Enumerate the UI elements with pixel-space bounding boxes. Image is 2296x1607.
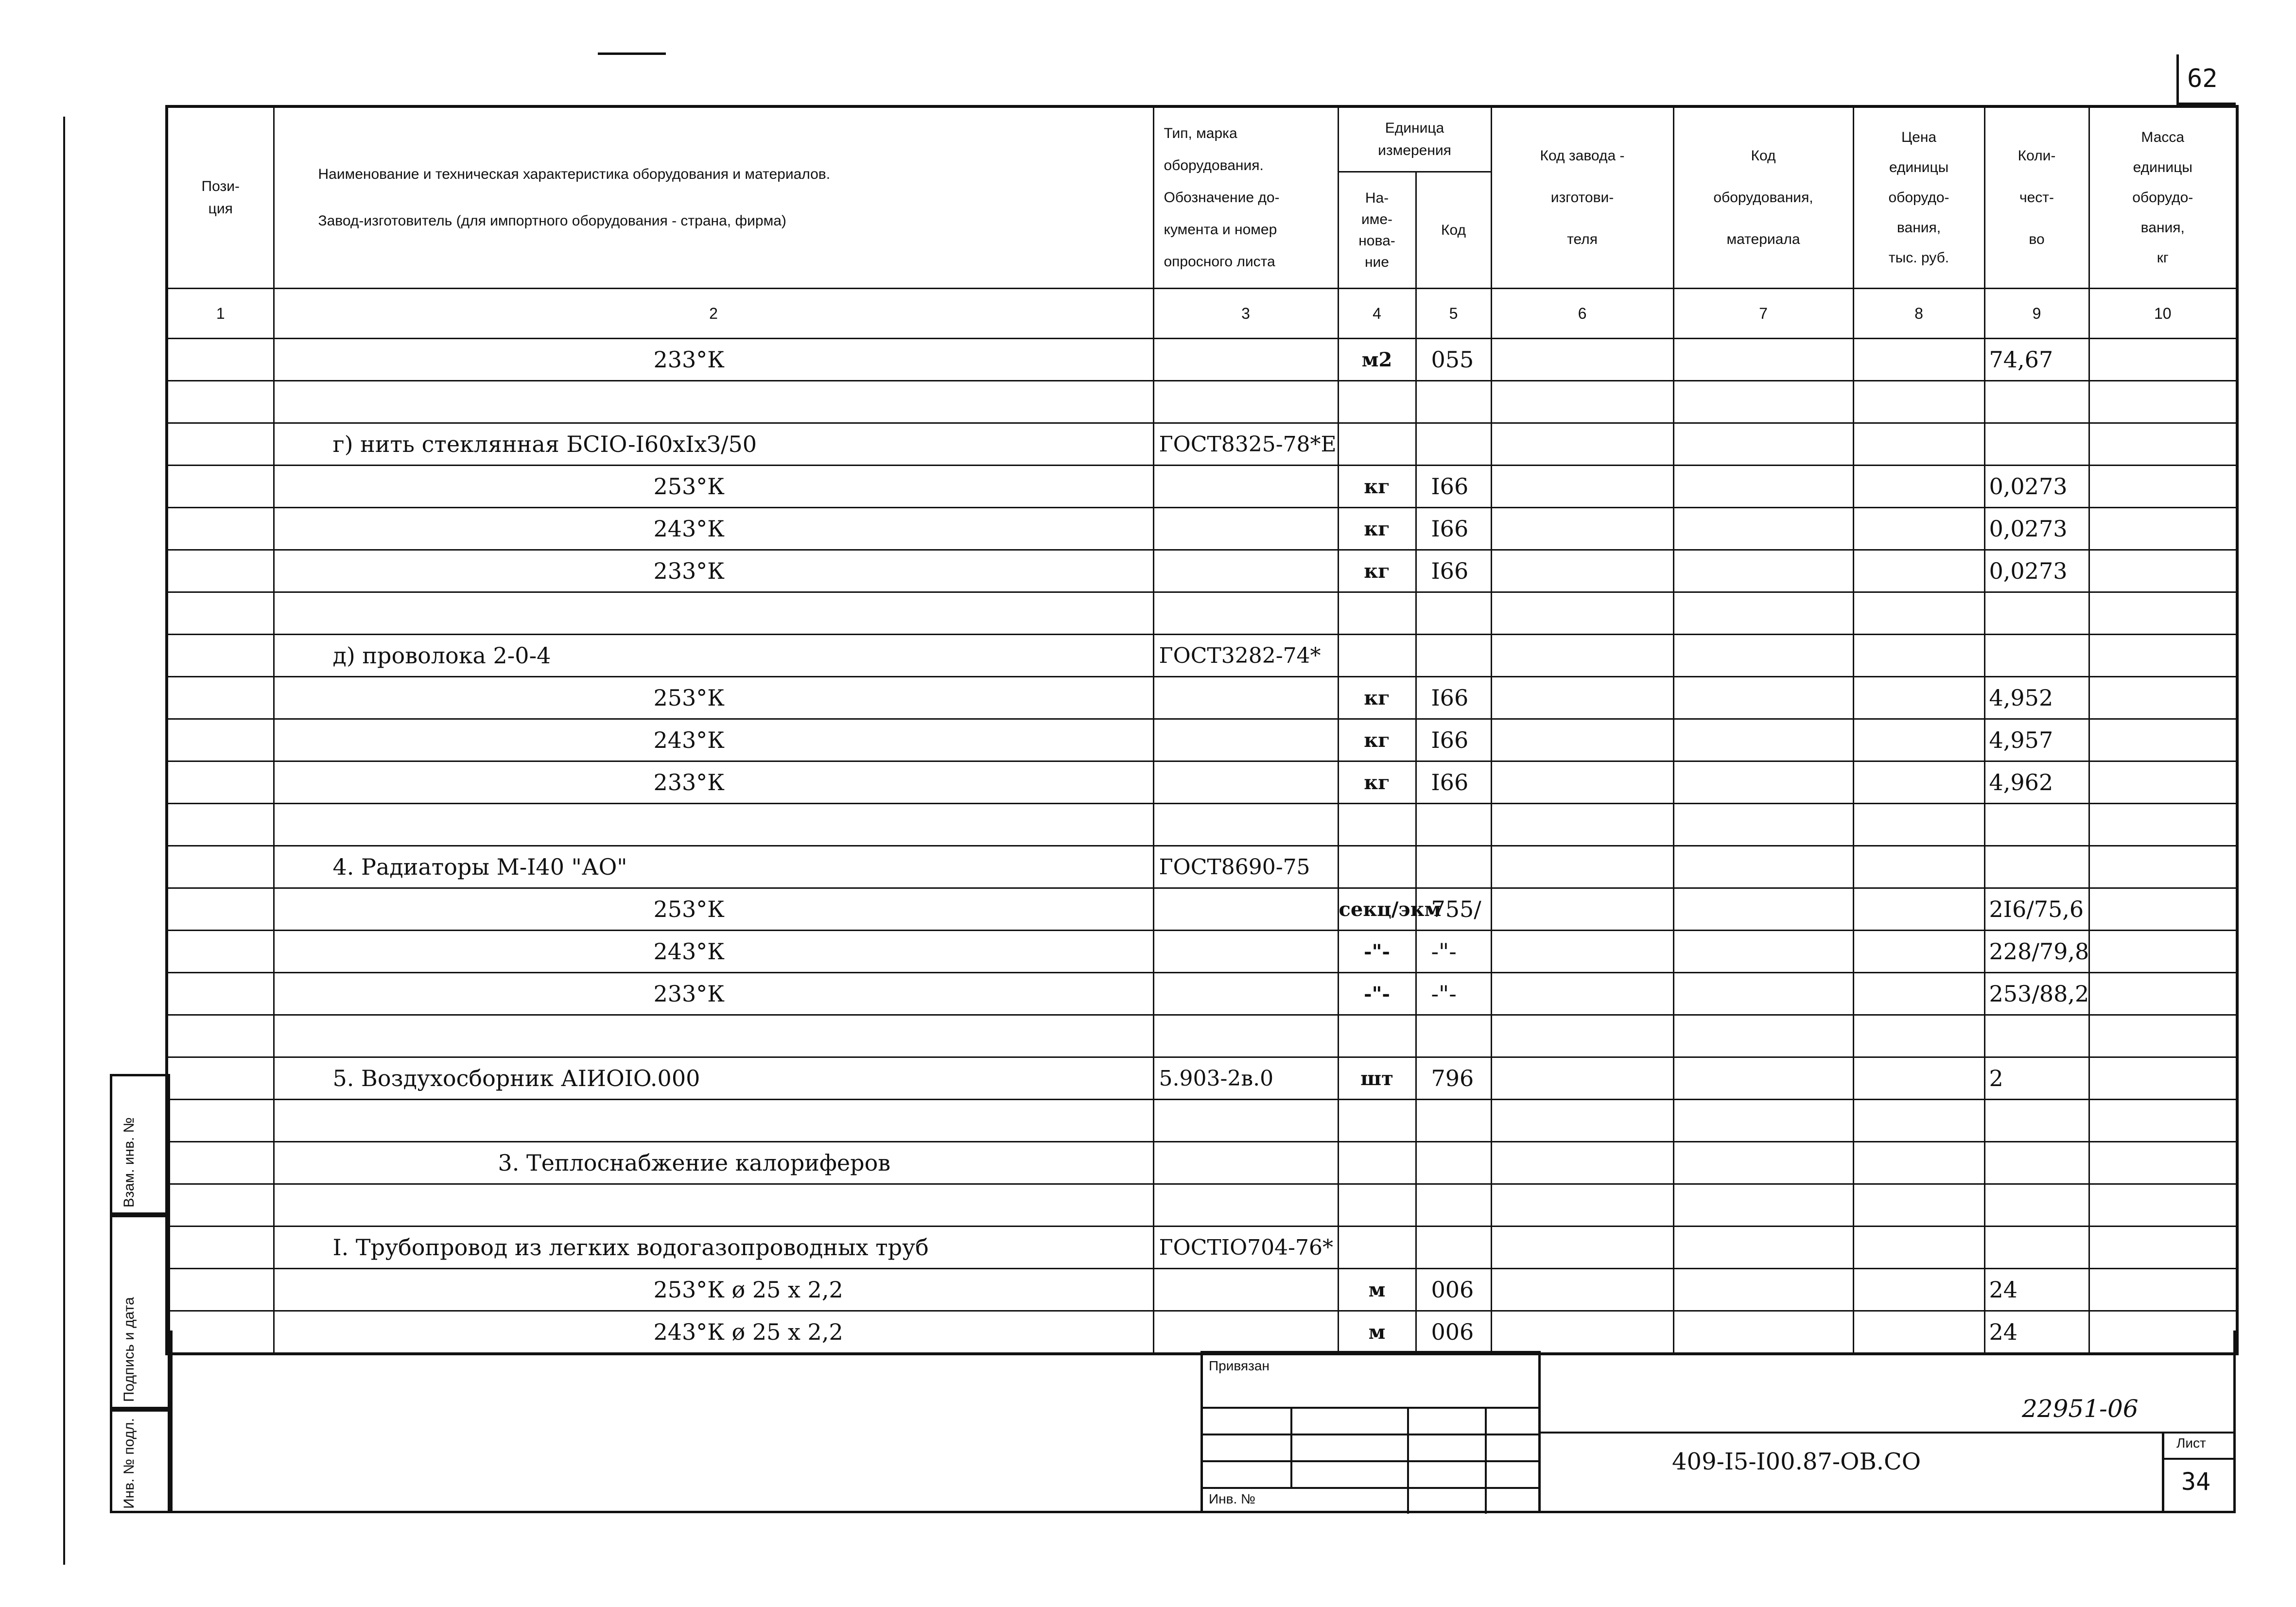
cell-empty [1491, 761, 1673, 804]
cell-qty: 0,0273 [1984, 508, 2089, 550]
cell-name [274, 1100, 1153, 1142]
cell-empty [2089, 1057, 2237, 1100]
cell-doc [1153, 1015, 1338, 1057]
cell-empty [1491, 1184, 1673, 1227]
cell-code [1416, 1184, 1491, 1227]
cell-doc: ГОСТ8690-75 [1153, 846, 1338, 888]
cell-code: I66 [1416, 466, 1491, 508]
cell-empty [167, 1100, 274, 1142]
cell-name: 253°К ø 25 х 2,2 [274, 1269, 1153, 1311]
cell-qty: 228/79,8 [1984, 931, 2089, 973]
header-row [167, 106, 2237, 172]
column-number-4: 4 [1338, 289, 1416, 339]
cell-unit: кг [1338, 761, 1416, 804]
cell-empty [2089, 508, 2237, 550]
cell-qty: 4,962 [1984, 761, 2089, 804]
cell-name: д) проволока 2-0-4 [274, 635, 1153, 677]
sheet-number: 34 [2181, 1468, 2211, 1496]
cell-qty [1984, 381, 2089, 423]
sheet-label: Лист [2176, 1435, 2206, 1451]
cell-empty [1673, 635, 1853, 677]
cell-empty [1673, 339, 1853, 381]
handwritten-number: 22951-06 [2022, 1395, 2139, 1423]
column-number-3: 3 [1153, 289, 1338, 339]
cell-empty [1853, 339, 1984, 381]
cell-unit: -"- [1338, 973, 1416, 1015]
cell-empty [1853, 550, 1984, 592]
column-number-10: 10 [2089, 289, 2237, 339]
cell-code: I66 [1416, 761, 1491, 804]
cell-qty [1984, 635, 2089, 677]
cell-doc [1153, 1184, 1338, 1227]
cell-code: I66 [1416, 550, 1491, 592]
cell-empty [1673, 508, 1853, 550]
cell-code: 796 [1416, 1057, 1491, 1100]
cell-qty: 4,957 [1984, 719, 2089, 761]
cell-empty [167, 635, 274, 677]
side-label-inv-original: Инв. № подл. [110, 1409, 170, 1513]
table-row [167, 1142, 2237, 1184]
table-row [167, 931, 2237, 973]
cell-doc [1153, 550, 1338, 592]
cell-code: 055 [1416, 339, 1491, 381]
column-number-2: 2 [274, 289, 1153, 339]
cell-doc [1153, 677, 1338, 719]
cell-empty [2089, 1015, 2237, 1057]
specification-table [165, 105, 2239, 1355]
cell-empty [167, 423, 274, 466]
cell-empty [1853, 973, 1984, 1015]
scan-mark [598, 52, 666, 55]
cell-empty [2089, 339, 2237, 381]
side-label-replace-inv: Взам. инв. № [110, 1074, 170, 1215]
cell-name: 253°К [274, 677, 1153, 719]
cell-empty [2089, 761, 2237, 804]
table-row [167, 592, 2237, 635]
cell-empty [1491, 1015, 1673, 1057]
cell-name: 243°К ø 25 х 2,2 [274, 1311, 1153, 1354]
table-row [167, 1057, 2237, 1100]
cell-name: 253°К [274, 888, 1153, 931]
cell-empty [167, 888, 274, 931]
table-row [167, 804, 2237, 846]
table-row [167, 1184, 2237, 1227]
table-row [167, 677, 2237, 719]
cell-qty: 0,0273 [1984, 550, 2089, 592]
inv-number-label: Инв. № [1209, 1491, 1256, 1506]
attached-stamp [1200, 1351, 1541, 1513]
column-number-5: 5 [1416, 289, 1491, 339]
table-row [167, 846, 2237, 888]
cell-empty [1491, 973, 1673, 1015]
cell-empty [1491, 423, 1673, 466]
header-factory-code: Код завода - изготови- теля [1491, 106, 1673, 289]
table-row [167, 550, 2237, 592]
header-unit-name: На- име- нова- ние [1338, 172, 1416, 289]
cell-qty [1984, 846, 2089, 888]
cell-qty [1984, 1184, 2089, 1227]
table-row [167, 339, 2237, 381]
cell-code [1416, 635, 1491, 677]
cell-unit: кг [1338, 466, 1416, 508]
cell-empty [1491, 888, 1673, 931]
cell-unit [1338, 1100, 1416, 1142]
cell-name: I. Трубопровод из легких водогазопроводных труб [274, 1227, 1153, 1269]
cell-empty [2089, 550, 2237, 592]
cell-empty [2089, 804, 2237, 846]
cell-code: 006 [1416, 1311, 1491, 1354]
page-number: 62 [2187, 64, 2218, 93]
cell-code: I66 [1416, 508, 1491, 550]
cell-empty [2089, 677, 2237, 719]
cell-qty [1984, 1227, 2089, 1269]
side-label-signature: Подпись и дата [110, 1215, 170, 1409]
cell-name: 4. Радиаторы М-I40 "АО" [274, 846, 1153, 888]
attached-label: Привязан [1209, 1358, 1270, 1373]
cell-name: 5. Воздухосборник АIИOIO.000 [274, 1057, 1153, 1100]
cell-empty [1491, 1269, 1673, 1311]
cell-code [1416, 804, 1491, 846]
cell-empty [1491, 931, 1673, 973]
cell-name: 243°К [274, 508, 1153, 550]
table-row [167, 1269, 2237, 1311]
cell-name: 233°К [274, 761, 1153, 804]
cell-empty [1853, 466, 1984, 508]
cell-empty [1853, 508, 1984, 550]
cell-empty [1491, 719, 1673, 761]
cell-empty [2089, 635, 2237, 677]
cell-doc [1153, 1100, 1338, 1142]
cell-empty [1853, 804, 1984, 846]
cell-code [1416, 423, 1491, 466]
cell-qty [1984, 1100, 2089, 1142]
left-margin-line [63, 117, 65, 1565]
cell-unit [1338, 804, 1416, 846]
column-number-7: 7 [1673, 289, 1853, 339]
cell-empty [167, 466, 274, 508]
cell-empty [2089, 381, 2237, 423]
cell-empty [2089, 973, 2237, 1015]
cell-empty [1853, 381, 1984, 423]
cell-unit [1338, 1227, 1416, 1269]
cell-empty [167, 508, 274, 550]
cell-doc [1153, 973, 1338, 1015]
cell-unit: кг [1338, 508, 1416, 550]
cell-empty [2089, 719, 2237, 761]
table-row [167, 635, 2237, 677]
cell-empty [1673, 719, 1853, 761]
cell-code [1416, 1227, 1491, 1269]
cell-empty [1673, 1269, 1853, 1311]
cell-unit: шт [1338, 1057, 1416, 1100]
cell-empty [1673, 1227, 1853, 1269]
cell-empty [2089, 1142, 2237, 1184]
table-row [167, 1015, 2237, 1057]
cell-unit: -"- [1338, 931, 1416, 973]
table-row [167, 888, 2237, 931]
cell-name: 3. Теплоснабжение калориферов [274, 1142, 1153, 1184]
cell-empty [1673, 423, 1853, 466]
cell-empty [1491, 339, 1673, 381]
cell-empty [1673, 1184, 1853, 1227]
header-mass: Масса единицы оборудо- вания, кг [2089, 106, 2237, 289]
header-unit-code: Код [1416, 172, 1491, 289]
column-number-1: 1 [167, 289, 274, 339]
cell-empty [1673, 804, 1853, 846]
cell-qty: 2 [1984, 1057, 2089, 1100]
cell-empty [167, 931, 274, 973]
cell-doc [1153, 888, 1338, 931]
cell-empty [1491, 550, 1673, 592]
cell-empty [2089, 1269, 2237, 1311]
cell-qty: 24 [1984, 1311, 2089, 1354]
header-quantity: Коли- чест- во [1984, 106, 2089, 289]
column-number-9: 9 [1984, 289, 2089, 339]
cell-name [274, 381, 1153, 423]
cell-doc [1153, 339, 1338, 381]
cell-doc [1153, 719, 1338, 761]
cell-qty: 2I6/75,6 [1984, 888, 2089, 931]
cell-empty [167, 592, 274, 635]
cell-empty [2089, 423, 2237, 466]
cell-qty: 74,67 [1984, 339, 2089, 381]
cell-doc [1153, 466, 1338, 508]
cell-unit: м2 [1338, 339, 1416, 381]
cell-name: 253°К [274, 466, 1153, 508]
cell-code: 006 [1416, 1269, 1491, 1311]
cell-unit [1338, 1142, 1416, 1184]
cell-empty [167, 761, 274, 804]
cell-name: 243°К [274, 719, 1153, 761]
cell-empty [1673, 761, 1853, 804]
cell-empty [167, 339, 274, 381]
cell-empty [1491, 677, 1673, 719]
cell-unit: секц/экм [1338, 888, 1416, 931]
cell-code [1416, 1015, 1491, 1057]
cell-empty [1853, 888, 1984, 931]
table-row [167, 423, 2237, 466]
table-row [167, 1100, 2237, 1142]
cell-empty [2089, 888, 2237, 931]
cell-empty [167, 804, 274, 846]
cell-empty [2089, 931, 2237, 973]
cell-name [274, 1184, 1153, 1227]
cell-empty [1491, 466, 1673, 508]
cell-unit: кг [1338, 677, 1416, 719]
cell-name: 233°К [274, 339, 1153, 381]
header-unit: Единица измерения [1338, 106, 1491, 172]
cell-doc [1153, 1269, 1338, 1311]
cell-empty [1853, 423, 1984, 466]
cell-unit [1338, 635, 1416, 677]
cell-empty [167, 381, 274, 423]
cell-code [1416, 592, 1491, 635]
cell-empty [2089, 466, 2237, 508]
cell-empty [1853, 1184, 1984, 1227]
cell-empty [1673, 381, 1853, 423]
cell-unit: кг [1338, 550, 1416, 592]
cell-empty [1853, 761, 1984, 804]
cell-empty [1491, 1227, 1673, 1269]
table-row [167, 973, 2237, 1015]
cell-empty [1673, 1015, 1853, 1057]
cell-empty [167, 846, 274, 888]
cell-doc [1153, 592, 1338, 635]
cell-qty [1984, 423, 2089, 466]
cell-empty [1673, 1100, 1853, 1142]
header-position: Пози- ция [167, 106, 274, 289]
cell-empty [167, 1184, 274, 1227]
header-name: Наименование и техническая характеристика оборудования и материалов. Завод-изготовитель (для импортного оборудования - страна, фирма) [274, 106, 1153, 289]
cell-qty: 24 [1984, 1269, 2089, 1311]
header-price: Цена единицы оборудо- вания, тыс. руб. [1853, 106, 1984, 289]
cell-empty [1853, 1015, 1984, 1057]
cell-empty [1491, 508, 1673, 550]
table-row [167, 761, 2237, 804]
cell-empty [167, 973, 274, 1015]
cell-empty [1853, 1057, 1984, 1100]
cell-empty [1853, 1100, 1984, 1142]
cell-empty [1673, 931, 1853, 973]
column-number-6: 6 [1491, 289, 1673, 339]
table-row [167, 719, 2237, 761]
cell-empty [1491, 846, 1673, 888]
cell-unit: кг [1338, 719, 1416, 761]
cell-empty [2089, 592, 2237, 635]
cell-code [1416, 1142, 1491, 1184]
document-code: 409-I5-I00.87-ОВ.СО [1672, 1448, 1921, 1475]
cell-qty [1984, 804, 2089, 846]
cell-empty [1673, 466, 1853, 508]
cell-code: 755/ [1416, 888, 1491, 931]
header-type: Тип, марка оборудования. Обозначение до- кумента и номер опросного листа [1153, 106, 1338, 289]
cell-name: г) нить стеклянная БСIO-I60хIхЗ/50 [274, 423, 1153, 466]
cell-unit: м [1338, 1311, 1416, 1354]
cell-code [1416, 1100, 1491, 1142]
cell-empty [1673, 1057, 1853, 1100]
cell-empty [167, 1227, 274, 1269]
cell-doc [1153, 931, 1338, 973]
cell-name: 243°К [274, 931, 1153, 973]
cell-code [1416, 846, 1491, 888]
cell-name: 233°К [274, 550, 1153, 592]
cell-code: -"- [1416, 973, 1491, 1015]
cell-name [274, 804, 1153, 846]
cell-empty [1853, 719, 1984, 761]
table-row [167, 1227, 2237, 1269]
cell-qty: 253/88,2 [1984, 973, 2089, 1015]
cell-empty [167, 550, 274, 592]
column-number-8: 8 [1853, 289, 1984, 339]
cell-doc [1153, 804, 1338, 846]
cell-doc [1153, 761, 1338, 804]
cell-empty [167, 1057, 274, 1100]
cell-unit: м [1338, 1269, 1416, 1311]
cell-name: 233°К [274, 973, 1153, 1015]
table-row [167, 381, 2237, 423]
cell-unit [1338, 1015, 1416, 1057]
cell-empty [2089, 1227, 2237, 1269]
cell-empty [1491, 592, 1673, 635]
cell-empty [1673, 888, 1853, 931]
cell-code: I66 [1416, 719, 1491, 761]
cell-doc [1153, 1142, 1338, 1184]
cell-qty [1984, 592, 2089, 635]
cell-empty [1673, 846, 1853, 888]
cell-empty [1673, 1142, 1853, 1184]
table-row [167, 466, 2237, 508]
cell-empty [1853, 1227, 1984, 1269]
cell-empty [1491, 381, 1673, 423]
cell-unit [1338, 592, 1416, 635]
cell-doc [1153, 381, 1338, 423]
cell-empty [1853, 677, 1984, 719]
cell-empty [1491, 1142, 1673, 1184]
cell-unit [1338, 423, 1416, 466]
cell-empty [167, 719, 274, 761]
cell-empty [1673, 592, 1853, 635]
header-equipment-code: Код оборудования, материала [1673, 106, 1853, 289]
cell-qty [1984, 1015, 2089, 1057]
cell-empty [1491, 635, 1673, 677]
cell-empty [1853, 635, 1984, 677]
column-number-row [167, 289, 2237, 339]
cell-empty [167, 1015, 274, 1057]
cell-empty [1673, 973, 1853, 1015]
cell-name [274, 1015, 1153, 1057]
cell-empty [1853, 592, 1984, 635]
cell-unit [1338, 846, 1416, 888]
cell-empty [1491, 1100, 1673, 1142]
cell-empty [1491, 804, 1673, 846]
cell-empty [1673, 677, 1853, 719]
cell-empty [2089, 846, 2237, 888]
cell-empty [2089, 1100, 2237, 1142]
table-row [167, 508, 2237, 550]
cell-empty [1491, 1057, 1673, 1100]
cell-doc: ГОСТ3282-74* [1153, 635, 1338, 677]
cell-empty [167, 1269, 274, 1311]
cell-empty [1853, 846, 1984, 888]
cell-name [274, 592, 1153, 635]
cell-unit [1338, 1184, 1416, 1227]
cell-empty [167, 677, 274, 719]
cell-empty [1853, 1269, 1984, 1311]
cell-doc: ГОСТIO704-76* [1153, 1227, 1338, 1269]
cell-unit [1338, 381, 1416, 423]
cell-empty [1853, 1142, 1984, 1184]
cell-qty: 4,952 [1984, 677, 2089, 719]
cell-code: I66 [1416, 677, 1491, 719]
cell-doc [1153, 508, 1338, 550]
cell-doc: 5.903-2в.0 [1153, 1057, 1338, 1100]
cell-empty [1673, 550, 1853, 592]
cell-empty [2089, 1184, 2237, 1227]
cell-empty [167, 1142, 274, 1184]
cell-doc: ГОСТ8325-78*Е [1153, 423, 1338, 466]
cell-qty: 0,0273 [1984, 466, 2089, 508]
cell-code: -"- [1416, 931, 1491, 973]
cell-code [1416, 381, 1491, 423]
cell-empty [1853, 931, 1984, 973]
cell-qty [1984, 1142, 2089, 1184]
